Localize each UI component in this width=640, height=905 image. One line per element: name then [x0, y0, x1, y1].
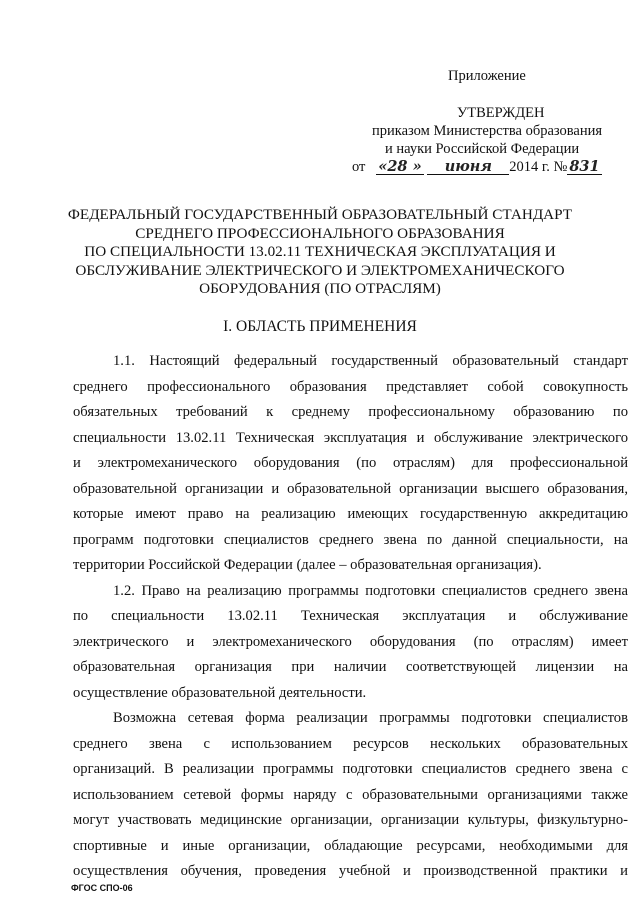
paragraph-line: образовательной организации и образовательной организации высшего образования,	[73, 480, 628, 497]
date-prefix: от	[352, 159, 366, 175]
paragraph-line: образовательная организация при наличии соответствующей лицензии на	[73, 659, 628, 675]
paragraph-line: организаций. В реализации программы подготовки специалистов среднего звена с	[73, 761, 628, 777]
paragraph-line: обязательных требований к среднему профессиональному образованию по	[73, 404, 628, 420]
paragraph-line: специальности 13.02.11 Техническая эксплуатация и обслуживание электрического	[73, 429, 628, 446]
paragraph-line: использованием сетевой формы наряду с образовательными организациями также	[73, 786, 628, 803]
section-heading: I. ОБЛАСТЬ ПРИМЕНЕНИЯ	[223, 318, 417, 335]
approved-label: УТВЕРЖДЕН	[457, 105, 545, 121]
order-line-1: приказом Министерства образования	[372, 123, 603, 139]
paragraph-line: 1.1. Настоящий федеральный государственный образовательный стандарт	[113, 353, 628, 369]
paragraph-line: могут участвовать медицинские организации, организации культуры, физкультурно-	[73, 812, 628, 828]
title-line: ОБСЛУЖИВАНИЕ ЭЛЕКТРИЧЕСКОГО И ЭЛЕКТРОМЕХАНИЧЕСКОГО	[75, 261, 565, 279]
paragraph-line: осуществление образовательной деятельности.	[73, 684, 367, 701]
order-day	[376, 160, 423, 175]
paragraph-line: спортивные и иные организации, обладающие ресурсами, необходимыми для	[73, 837, 628, 854]
order-line-2: и науки Российской Федерации	[385, 141, 580, 157]
order-year: 2014 г.	[509, 159, 550, 175]
day-value: 28	[387, 158, 408, 175]
paragraph-line: Возможна сетевая форма реализации программы подготовки специалистов	[113, 710, 628, 726]
quote-close: »	[412, 158, 422, 175]
paragraph-line: осуществления обучения, проведения учебной и производственной практики и	[73, 863, 628, 879]
paragraph-line: программ подготовки специалистов среднего звена по данной специальности, на	[73, 531, 628, 548]
document-footer-code: ФГОС СПО-06	[71, 883, 133, 893]
paragraph-line: 1.2. Право на реализацию программы подготовки специалистов среднего звена	[113, 582, 628, 599]
appendix-label: Приложение	[448, 68, 526, 84]
title-line: ФЕДЕРАЛЬНЫЙ ГОСУДАРСТВЕННЫЙ ОБРАЗОВАТЕЛЬНЫЙ СТАНДАРТ	[67, 206, 573, 223]
paragraph-line: среднего звена с использованием ресурсов нескольких образовательных	[73, 735, 628, 752]
paragraph-line: территории Российской Федерации (далее – образовательная организация).	[73, 557, 542, 573]
title-line: ОБОРУДОВАНИЯ (ПО ОТРАСЛЯМ)	[199, 280, 441, 297]
paragraph-line: по специальности 13.02.11 Техническая эксплуатация и обслуживание	[73, 608, 628, 624]
title-line: СРЕДНЕГО ПРОФЕССИОНАЛЬНОГО ОБРАЗОВАНИЯ	[135, 224, 505, 242]
title-line: ПО СПЕЦИАЛЬНОСТИ 13.02.11 ТЕХНИЧЕСКАЯ ЭКСПЛУАТАЦИЯ И	[84, 243, 556, 260]
document-title	[0, 206, 640, 299]
paragraph-line: среднего профессионального образования представляет собой совокупность	[73, 378, 628, 395]
number-sign: №	[553, 159, 568, 175]
order-date-line	[352, 158, 602, 176]
order-number: 831	[569, 158, 600, 175]
paragraph-line: и электромеханического оборудования (по отраслям) для профессиональной	[73, 455, 628, 471]
quote-open: «	[378, 158, 388, 175]
order-month: июня	[427, 160, 509, 175]
paragraph-line: электрического и электромеханического оборудования (по отраслям) имеет	[73, 633, 628, 650]
paragraph-line: которые имеют право на реализацию имеющих государственную аккредитацию	[73, 506, 628, 522]
